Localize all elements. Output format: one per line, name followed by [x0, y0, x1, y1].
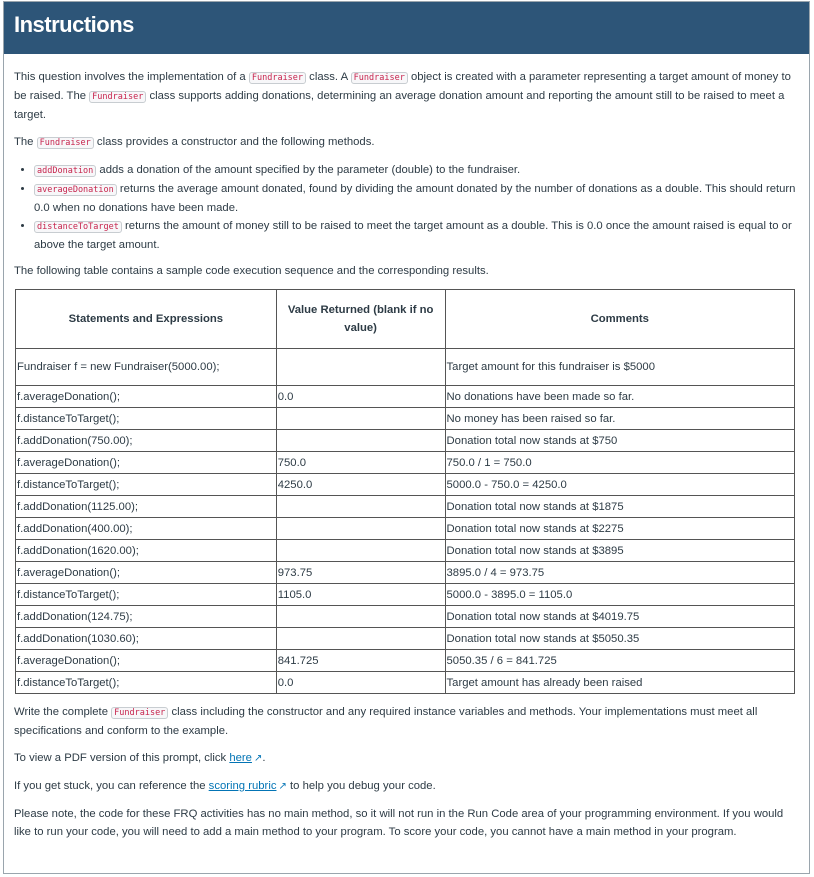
statement-cell: f.addDonation(400.00); — [16, 518, 277, 540]
panel-header — [4, 2, 809, 54]
statement-cell: f.distanceToTarget(); — [16, 584, 277, 606]
table-row — [16, 540, 795, 562]
comment-cell: No donations have been made so far. — [445, 386, 794, 408]
statement-cell: f.addDonation(1620.00); — [16, 540, 277, 562]
pdf-link[interactable]: here — [229, 752, 252, 764]
table-header-row — [16, 290, 795, 349]
value-cell — [276, 496, 445, 518]
comment-cell: Donation total now stands at $750 — [445, 430, 794, 452]
table-row — [16, 518, 795, 540]
task-paragraph: Write the complete Fundraiser class including the constructor and any required instance variables and methods. Your implementations must meet all specifications and conform to the example. — [14, 706, 758, 737]
value-cell — [276, 349, 445, 386]
comment-cell: Donation total now stands at $3895 — [445, 540, 794, 562]
table-row — [16, 474, 795, 496]
table-row — [16, 452, 795, 474]
statement-cell: f.addDonation(1030.60); — [16, 628, 277, 650]
external-link-icon: ↗ — [253, 753, 263, 764]
comment-cell: 5050.35 / 6 = 841.725 — [445, 650, 794, 672]
instructions-content — [4, 54, 809, 841]
code-fundraiser: Fundraiser — [111, 707, 168, 719]
table-row — [16, 584, 795, 606]
pdf-paragraph: To view a PDF version of this prompt, click here ↗. — [14, 752, 266, 764]
code-fundraiser: Fundraiser — [37, 137, 94, 149]
table-intro: The following table contains a sample code execution sequence and the corresponding results. — [14, 265, 489, 277]
code-method: distanceToTarget — [34, 221, 122, 233]
external-link-icon: ↗ — [278, 781, 287, 792]
page-title: Instructions — [14, 12, 134, 37]
note-paragraph: Please note, the code for these FRQ activities has no main method, so it will not run in the Run Code area of your programming environment. If you would like to run your code, you will need to add a main method to your program. To score your code, you cannot have a main method in your program. — [14, 808, 784, 838]
example-table — [15, 289, 795, 694]
rubric-paragraph: If you get stuck, you can reference the scoring rubric ↗ to help you debug your code. — [14, 780, 436, 792]
statement-cell: f.distanceToTarget(); — [16, 474, 277, 496]
column-header: Value Returned (blank if no value) — [276, 290, 445, 349]
comment-cell: No money has been raised so far. — [445, 408, 794, 430]
column-header: Comments — [445, 290, 794, 349]
code-fundraiser: Fundraiser — [249, 72, 306, 84]
table-row — [16, 349, 795, 386]
list-item: • addDonation adds a donation of the amount specified by the parameter (double) to the fundraiser. — [34, 161, 799, 180]
comment-cell: Target amount has already been raised — [445, 672, 794, 694]
value-cell — [276, 408, 445, 430]
comment-cell: 5000.0 - 750.0 = 4250.0 — [445, 474, 794, 496]
statement-cell: f.averageDonation(); — [16, 650, 277, 672]
code-method: addDonation — [34, 165, 96, 177]
statement-cell: f.addDonation(750.00); — [16, 430, 277, 452]
table-row — [16, 628, 795, 650]
table-row — [16, 386, 795, 408]
methods-list — [14, 161, 799, 254]
code-fundraiser: Fundraiser — [351, 72, 408, 84]
value-cell: 0.0 — [276, 386, 445, 408]
statement-cell: f.averageDonation(); — [16, 452, 277, 474]
comment-cell: Donation total now stands at $1875 — [445, 496, 794, 518]
comment-cell: Donation total now stands at $4019.75 — [445, 606, 794, 628]
statement-cell: f.addDonation(124.75); — [16, 606, 277, 628]
comment-cell: 3895.0 / 4 = 973.75 — [445, 562, 794, 584]
value-cell: 4250.0 — [276, 474, 445, 496]
statement-cell: f.distanceToTarget(); — [16, 672, 277, 694]
scoring-rubric-link[interactable]: scoring rubric — [208, 780, 277, 792]
value-cell: 1105.0 — [276, 584, 445, 606]
list-item: • distanceToTarget returns the amount of money still to be raised to meet the target amount as a double. This is 0.0 once the amount raised is equal to or above the target amount. — [34, 217, 799, 254]
comment-cell: Donation total now stands at $2275 — [445, 518, 794, 540]
value-cell — [276, 430, 445, 452]
statement-cell: Fundraiser f = new Fundraiser(5000.00); — [16, 349, 277, 386]
instructions-panel — [3, 1, 810, 874]
comment-cell: 5000.0 - 3895.0 = 1105.0 — [445, 584, 794, 606]
statement-cell: f.distanceToTarget(); — [16, 408, 277, 430]
value-cell: 0.0 — [276, 672, 445, 694]
table-row — [16, 430, 795, 452]
statement-cell: f.averageDonation(); — [16, 386, 277, 408]
comment-cell: Donation total now stands at $5050.35 — [445, 628, 794, 650]
table-row — [16, 650, 795, 672]
value-cell — [276, 628, 445, 650]
value-cell: 750.0 — [276, 452, 445, 474]
methods-intro: The Fundraiser class provides a constructor and the following methods. — [14, 136, 375, 148]
table-row — [16, 672, 795, 694]
table-row — [16, 408, 795, 430]
table-row — [16, 562, 795, 584]
code-method: averageDonation — [34, 184, 117, 196]
statement-cell: f.addDonation(1125.00); — [16, 496, 277, 518]
code-fundraiser: Fundraiser — [89, 91, 146, 103]
comment-cell: 750.0 / 1 = 750.0 — [445, 452, 794, 474]
table-row — [16, 606, 795, 628]
intro-paragraph: This question involves the implementation of a Fundraiser class. A Fundraiser object is created with a parameter representing a target amount of money to be raised. The Fundraiser class supports adding donations, determining an average donation amount and reporting the amount still to be raised to meet a target. — [14, 71, 791, 121]
column-header: Statements and Expressions — [16, 290, 277, 349]
value-cell: 973.75 — [276, 562, 445, 584]
value-cell — [276, 606, 445, 628]
comment-cell: Target amount for this fundraiser is $5000 — [445, 349, 794, 386]
value-cell: 841.725 — [276, 650, 445, 672]
value-cell — [276, 518, 445, 540]
table-row — [16, 496, 795, 518]
statement-cell: f.averageDonation(); — [16, 562, 277, 584]
list-item: • averageDonation returns the average amount donated, found by dividing the amount donated by the number of donations as a double. This should return 0.0 when no donations have been made. — [34, 180, 799, 217]
value-cell — [276, 540, 445, 562]
